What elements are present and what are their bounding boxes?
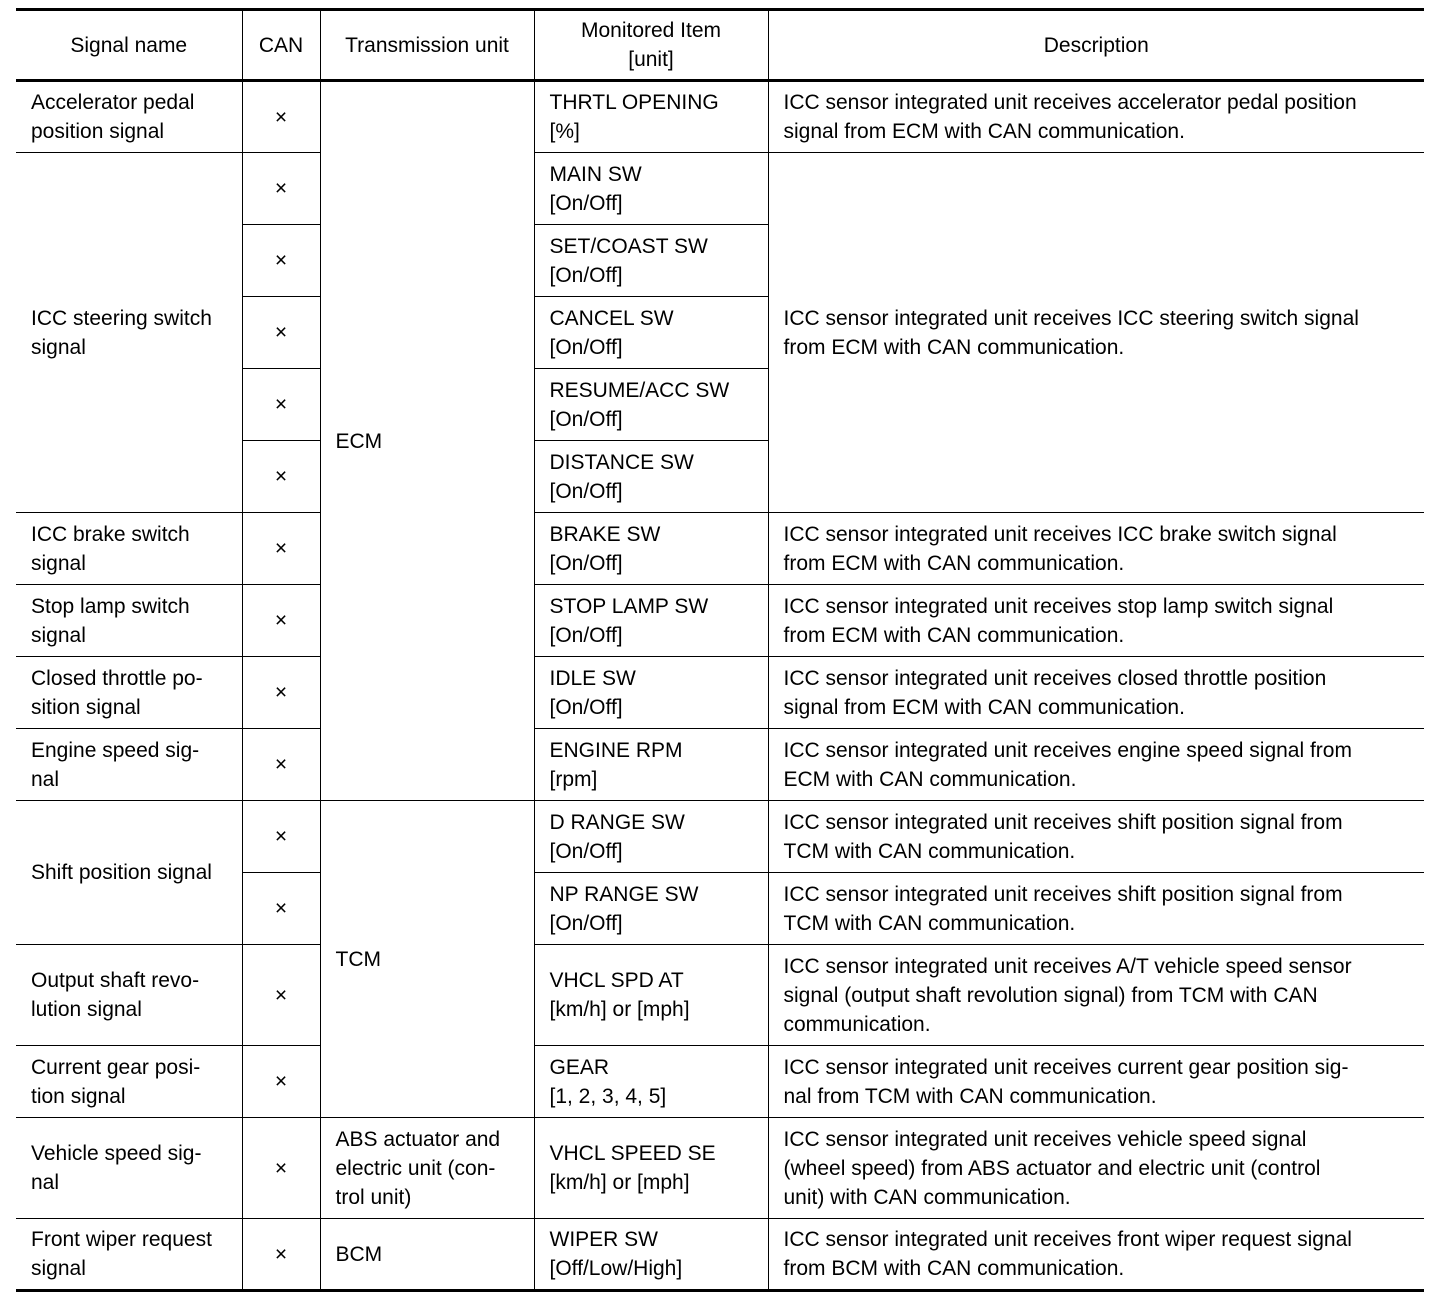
cell-line: signal (31, 551, 86, 575)
cell-line: ICC sensor integrated unit receives shift position signal from (783, 882, 1343, 906)
cell-line: signal (31, 623, 86, 647)
cell-line: NP RANGE SW (549, 882, 699, 906)
monitored-item-cell (534, 729, 768, 801)
can-mark: × (242, 729, 320, 801)
cell-line: MAIN SW (549, 162, 642, 186)
cell-line: Shift position signal (31, 861, 212, 884)
transmission-unit-abs (320, 1118, 534, 1219)
cell-line: [1, 2, 3, 4, 5] (549, 1084, 667, 1108)
signal-name-cell (16, 729, 242, 801)
cell-line: sition signal (31, 695, 141, 719)
cell-line: Vehicle speed sig- (31, 1142, 202, 1165)
can-mark: × (242, 369, 320, 441)
transmission-unit-tcm: TCM (320, 801, 534, 1118)
cell-line: GEAR (549, 1055, 610, 1079)
cell-line: lution signal (31, 998, 142, 1021)
monitored-item-cell (534, 153, 768, 225)
header-transmission-unit: Transmission unit (320, 10, 534, 81)
description-cell (768, 873, 1424, 945)
cell-line: [On/Off] (549, 911, 623, 935)
signal-name-cell (16, 801, 242, 945)
can-mark: × (242, 81, 320, 153)
cell-line: BRAKE SW (549, 522, 661, 546)
cell-line: position signal (31, 120, 165, 143)
cell-line: from ECM with CAN communication. (783, 551, 1125, 575)
signal-name-cell (16, 1118, 242, 1219)
cell-line: [On/Off] (549, 263, 623, 287)
monitored-item-cell (534, 441, 768, 513)
monitored-item-cell (534, 801, 768, 873)
cell-line: [On/Off] (549, 551, 623, 575)
table-row (16, 153, 1424, 225)
can-mark: × (242, 585, 320, 657)
cell-line: [%] (549, 120, 580, 143)
cell-line: ECM with CAN communication. (783, 767, 1077, 791)
cell-line: nal (31, 767, 60, 791)
description-cell (768, 513, 1424, 585)
table-row (16, 801, 1424, 873)
cell-line: D RANGE SW (549, 810, 685, 834)
description-cell (768, 729, 1424, 801)
description-cell (768, 945, 1424, 1046)
cell-line: signal from ECM with CAN communication. (783, 120, 1185, 143)
cell-line: ABS actuator and (335, 1127, 501, 1151)
monitored-item-cell (534, 1219, 768, 1291)
cell-line: TCM with CAN communication. (783, 839, 1076, 863)
signal-table-sheet (16, 8, 1424, 1298)
cell-line: ENGINE RPM (549, 738, 683, 762)
description-cell (768, 657, 1424, 729)
cell-line: [On/Off] (549, 407, 623, 431)
header-monitored-item-label: Monitored Item (580, 19, 722, 42)
cell-line: ICC sensor integrated unit receives A/T vehicle speed sensor (783, 954, 1352, 978)
monitored-item-cell (534, 1046, 768, 1118)
cell-line: unit) with CAN communication. (783, 1185, 1071, 1209)
description-cell (768, 801, 1424, 873)
cell-line: nal from TCM with CAN communication. (783, 1084, 1157, 1108)
cell-line: ICC steering switch (31, 306, 212, 330)
can-mark: × (242, 1118, 320, 1219)
cell-line: DISTANCE SW (549, 450, 694, 474)
header-monitored-item (534, 10, 768, 81)
transmission-unit-bcm: BCM (320, 1219, 534, 1291)
monitored-item-cell (534, 585, 768, 657)
can-mark: × (242, 441, 320, 513)
cell-line: ICC sensor integrated unit receives engine speed signal from (783, 738, 1352, 762)
header-description: Description (768, 10, 1424, 81)
signal-name-cell (16, 153, 242, 513)
can-mark: × (242, 1046, 320, 1118)
cell-line: ICC sensor integrated unit receives stop lamp switch signal (783, 594, 1334, 618)
table-row (16, 729, 1424, 801)
cell-line: SET/COAST SW (549, 234, 708, 258)
cell-line: [On/Off] (549, 695, 623, 719)
cell-line: CANCEL SW (549, 306, 674, 330)
can-mark: × (242, 297, 320, 369)
description-cell (768, 1118, 1424, 1219)
signal-name-cell (16, 657, 242, 729)
monitored-item-cell (534, 225, 768, 297)
table-row (16, 585, 1424, 657)
cell-line: ICC sensor integrated unit receives shift position signal from (783, 810, 1343, 834)
can-mark: × (242, 945, 320, 1046)
header-monitored-item-unit: [unit] (628, 48, 674, 71)
cell-line: ICC sensor integrated unit receives current gear position sig- (783, 1055, 1349, 1079)
can-mark: × (242, 225, 320, 297)
description-cell (768, 81, 1424, 153)
cell-line: TCM with CAN communication. (783, 911, 1076, 935)
cell-line: Accelerator pedal (31, 91, 195, 114)
cell-line: Front wiper request (31, 1228, 212, 1251)
monitored-item-cell (534, 1118, 768, 1219)
cell-line: [km/h] or [mph] (549, 1171, 690, 1194)
cell-line: ICC sensor integrated unit receives vehicle speed signal (783, 1127, 1307, 1151)
header-row (16, 10, 1424, 81)
cell-line: [On/Off] (549, 839, 623, 863)
cell-line: signal (31, 1257, 86, 1280)
cell-line: [Off/Low/High] (549, 1257, 683, 1280)
monitored-item-cell (534, 657, 768, 729)
cell-line: ICC sensor integrated unit receives accelerator pedal position (783, 91, 1357, 114)
monitored-item-cell (534, 297, 768, 369)
cell-line: STOP LAMP SW (549, 594, 709, 618)
cell-line: [rpm] (549, 767, 598, 791)
cell-line: ICC sensor integrated unit receives front wiper request signal (783, 1228, 1352, 1251)
cell-line: tion signal (31, 1084, 126, 1108)
table-row (16, 81, 1424, 153)
cell-line: [On/Off] (549, 191, 623, 215)
table-row (16, 1219, 1424, 1291)
cell-line: VHCL SPEED SE (549, 1142, 716, 1165)
can-mark: × (242, 153, 320, 225)
monitored-item-cell (534, 945, 768, 1046)
table-row (16, 657, 1424, 729)
description-cell (768, 585, 1424, 657)
cell-line: from ECM with CAN communication. (783, 335, 1125, 359)
cell-line: [On/Off] (549, 335, 623, 359)
cell-line: [km/h] or [mph] (549, 998, 690, 1021)
can-signal-table (16, 8, 1424, 1292)
cell-line: communication. (783, 1012, 931, 1036)
cell-line: [On/Off] (549, 479, 623, 503)
can-mark: × (242, 657, 320, 729)
cell-line: ICC sensor integrated unit receives ICC brake switch signal (783, 522, 1337, 546)
can-mark: × (242, 801, 320, 873)
header-can: CAN (242, 10, 320, 81)
cell-line: [On/Off] (549, 623, 623, 647)
cell-line: Closed throttle po- (31, 666, 203, 690)
cell-line: signal (31, 335, 86, 359)
cell-line: electric unit (con- (335, 1156, 496, 1180)
table-row (16, 1046, 1424, 1118)
description-cell (768, 153, 1424, 513)
cell-line: THRTL OPENING (549, 91, 719, 114)
can-mark: × (242, 513, 320, 585)
cell-line: trol unit) (335, 1185, 412, 1209)
monitored-item-cell (534, 369, 768, 441)
description-cell (768, 1046, 1424, 1118)
cell-line: Engine speed sig- (31, 738, 200, 762)
table-row (16, 945, 1424, 1046)
cell-line: WIPER SW (549, 1228, 658, 1251)
monitored-item-cell (534, 81, 768, 153)
cell-line: VHCL SPD AT (549, 969, 684, 992)
cell-line: ICC sensor integrated unit receives ICC steering switch signal (783, 306, 1359, 330)
description-cell (768, 1219, 1424, 1291)
cell-line: nal (31, 1171, 60, 1194)
cell-line: IDLE SW (549, 666, 636, 690)
cell-line: ICC brake switch (31, 522, 190, 546)
can-mark: × (242, 873, 320, 945)
header-signal-name: Signal name (16, 10, 242, 81)
table-row (16, 1118, 1424, 1219)
cell-line: ICC sensor integrated unit receives closed throttle position (783, 666, 1327, 690)
signal-name-cell (16, 81, 242, 153)
table-row (16, 513, 1424, 585)
can-mark: × (242, 1219, 320, 1291)
cell-line: (wheel speed) from ABS actuator and electric unit (control (783, 1156, 1321, 1180)
signal-name-cell (16, 1219, 242, 1291)
cell-line: from BCM with CAN communication. (783, 1257, 1125, 1280)
cell-line: Stop lamp switch (31, 594, 190, 618)
cell-line: signal from ECM with CAN communication. (783, 695, 1185, 719)
signal-name-cell (16, 945, 242, 1046)
cell-line: RESUME/ACC SW (549, 378, 730, 402)
cell-line: from ECM with CAN communication. (783, 623, 1125, 647)
transmission-unit-ecm: ECM (320, 81, 534, 801)
cell-line: Current gear posi- (31, 1055, 201, 1079)
cell-line: signal (output shaft revolution signal) from TCM with CAN (783, 983, 1318, 1007)
monitored-item-cell (534, 873, 768, 945)
signal-name-cell (16, 513, 242, 585)
monitored-item-cell (534, 513, 768, 585)
signal-name-cell (16, 1046, 242, 1118)
signal-name-cell (16, 585, 242, 657)
cell-line: Output shaft revo- (31, 969, 200, 992)
